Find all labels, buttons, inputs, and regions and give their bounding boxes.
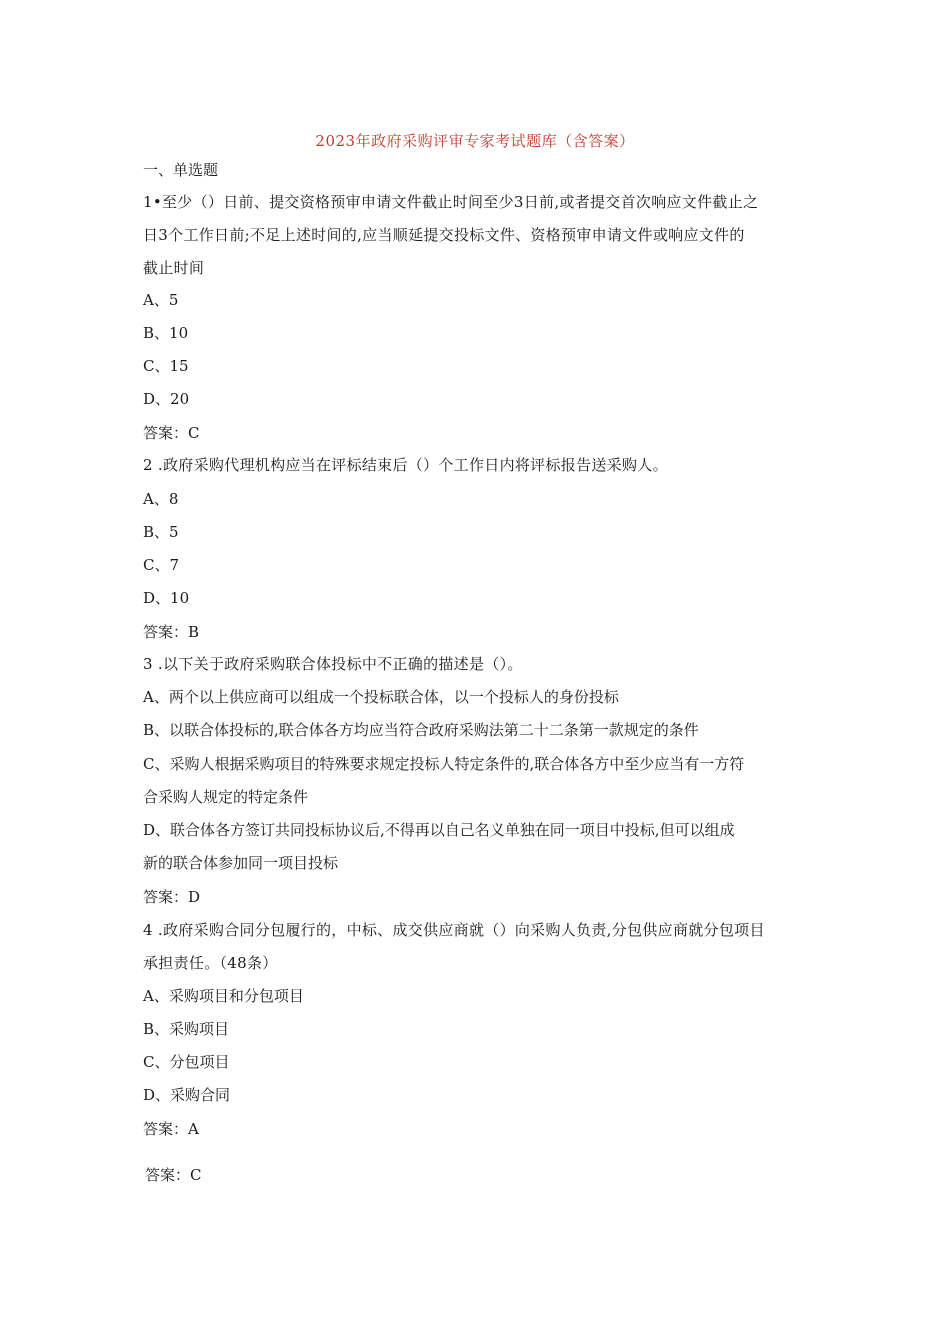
question-2-option-b: B、5 xyxy=(143,523,179,541)
question-4-option-d: D、采购合同 xyxy=(143,1086,231,1104)
question-2-option-d: D、10 xyxy=(143,589,190,607)
question-4-text-line-2: 承担责任。（48条） xyxy=(143,954,278,972)
document-title: 2023年政府采购评审专家考试题库（含答案） xyxy=(315,132,635,150)
question-3-text: 3 .以下关于政府采购联合体投标中不正确的描述是（）。 xyxy=(143,655,523,673)
question-3-option-c-line-1: C、采购人根据采购项目的特殊要求规定投标人特定条件的,联合体各方中至少应当有一方符 xyxy=(143,755,745,773)
question-3-option-b: B、以联合体投标的,联合体各方均应当符合政府采购法第二十二条第一款规定的条件 xyxy=(143,721,699,739)
question-1-text-line-2: 日3个工作日前;不足上述时间的,应当顺延提交投标文件、资格预审申请文件或响应文件的 xyxy=(143,226,745,244)
question-4-text-line-1: 4 .政府采购合同分包履行的，中标、成交供应商就（）向采购人负责,分包供应商就分包项目 xyxy=(143,921,765,939)
question-1-option-c: C、15 xyxy=(143,357,189,375)
question-3-answer: 答案：D xyxy=(143,888,201,906)
question-3-option-a: A、两个以上供应商可以组成一个投标联合体，以一个投标人的身份投标 xyxy=(143,688,619,706)
question-2-text: 2 .政府采购代理机构应当在评标结束后（）个工作日内将评标报告送采购人。 xyxy=(143,456,668,474)
section-heading: 一、单选题 xyxy=(143,161,219,179)
question-1-option-d: D、20 xyxy=(143,390,190,408)
trailing-answer: 答案：C xyxy=(145,1166,202,1184)
question-1-answer: 答案：C xyxy=(143,424,200,442)
question-4-option-a: A、采购项目和分包项目 xyxy=(143,987,304,1005)
question-2-option-a: A、8 xyxy=(143,490,179,508)
question-1-text-line-1: 1•至少（）日前、提交资格预审申请文件截止时间至少3日前,或者提交首次响应文件截止之 xyxy=(143,193,759,211)
question-4-option-c: C、分包项目 xyxy=(143,1053,230,1071)
question-2-option-c: C、7 xyxy=(143,556,180,574)
question-3-option-c-line-2: 合采购人规定的特定条件 xyxy=(143,788,309,806)
question-1-option-b: B、10 xyxy=(143,324,189,342)
question-4-answer: 答案：A xyxy=(143,1120,199,1138)
question-3-option-d-line-1: D、联合体各方签订共同投标协议后,不得再以自己名义单独在同一项目中投标,但可以组成 xyxy=(143,821,735,839)
question-4-option-b: B、采购项目 xyxy=(143,1020,230,1038)
question-2-answer: 答案：B xyxy=(143,623,200,641)
question-1-text-line-3: 截止时间 xyxy=(143,259,205,277)
question-1-option-a: A、5 xyxy=(143,291,179,309)
question-3-option-d-line-2: 新的联合体参加同一项目投标 xyxy=(143,854,339,872)
